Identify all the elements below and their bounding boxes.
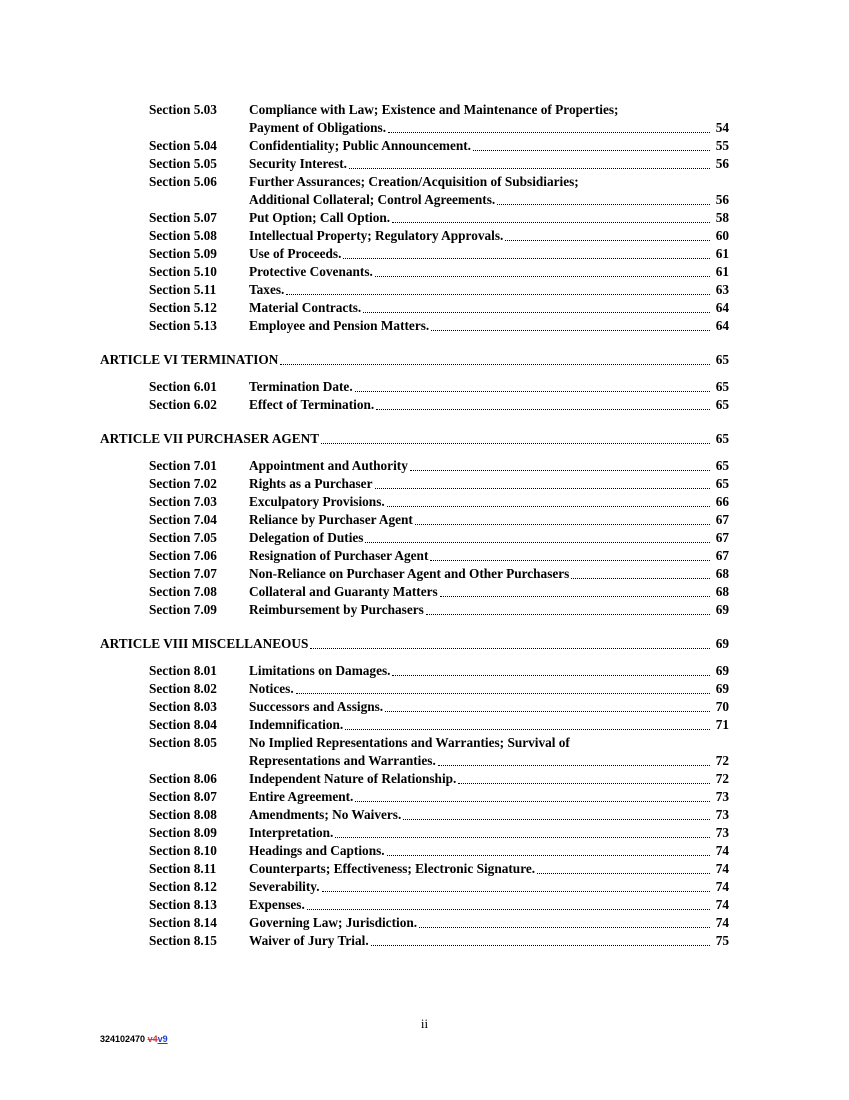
toc-entry [0,209,849,227]
section-title: Resignation of Purchaser Agent [249,548,429,563]
toc-entry [0,565,849,583]
section-title-line1: Further Assurances; Creation/Acquisition of Subsidiaries; [249,174,579,189]
section-number: Section 8.04 [149,717,217,732]
document-id [100,1034,168,1044]
section-number: Section 5.06 [149,174,217,189]
toc-entry [0,155,849,173]
section-title: Notices. [249,681,294,696]
section-title: Non-Reliance on Purchaser Agent and Other Purchasers [249,566,570,581]
page-ref: 74 [715,915,729,930]
section-title: Limitations on Damages. [249,663,391,678]
toc-entry [0,680,849,698]
page-ref: 71 [715,717,729,732]
dot-leader [307,908,710,910]
toc-entry [0,245,849,263]
dot-leader [322,890,710,892]
toc-entry [0,227,849,245]
section-title: Counterparts; Effectiveness; Electronic Signature. [249,861,536,876]
section-number: Section 8.10 [149,843,217,858]
page-ref: 55 [715,138,729,153]
section-number: Section 7.04 [149,512,217,527]
section-title: Appointment and Authority [249,458,408,473]
section-title: Waiver of Jury Trial. [249,933,369,948]
page-ref: 64 [715,300,729,315]
section-title: Payment of Obligations. [249,120,387,135]
toc-entry [0,457,849,475]
page-ref: 54 [715,120,729,135]
section-title: Indemnification. [249,717,344,732]
dot-leader [392,221,710,223]
section-title: Protective Covenants. [249,264,373,279]
toc-entry [0,317,849,335]
toc-entry [0,662,849,680]
dot-leader [415,523,710,525]
dot-leader [431,329,710,331]
section-number: Section 5.09 [149,246,217,261]
page-ref: 67 [715,512,729,527]
toc-entry [0,378,849,396]
toc-group-article-5 [0,101,849,335]
page-ref: 65 [715,397,729,412]
section-title: Effect of Termination. [249,397,375,412]
dot-leader [321,442,710,444]
dot-leader [375,275,710,277]
section-number: Section 7.07 [149,566,217,581]
section-title: Rights as a Purchaser [249,476,373,491]
section-number: Section 8.01 [149,663,217,678]
toc-entry [0,529,849,547]
section-title: Successors and Assigns. [249,699,384,714]
toc-entry [0,716,849,734]
section-number: Section 7.01 [149,458,217,473]
section-title: Additional Collateral; Control Agreements. [249,192,496,207]
toc-entry [0,896,849,914]
toc-entry [0,299,849,317]
dot-leader [296,692,710,694]
page-ref: 69 [715,681,729,696]
section-title: Interpretation. [249,825,334,840]
toc-entry [0,263,849,281]
toc-entry [0,788,849,806]
page-ref: 73 [715,825,729,840]
section-number: Section 7.02 [149,476,217,491]
toc-entry [0,824,849,842]
page-ref: 72 [715,753,729,768]
dot-leader [371,944,710,946]
section-number: Section 8.13 [149,897,217,912]
section-number: Section 8.02 [149,681,217,696]
version-deleted: v4 [147,1034,158,1044]
page-ref: 56 [715,156,729,171]
toc-entry [0,583,849,601]
toc-entry [0,475,849,493]
section-number: Section 7.05 [149,530,217,545]
toc-group-article-6 [0,378,849,414]
section-number: Section 5.08 [149,228,217,243]
toc-article-8 [0,635,849,653]
section-title: Confidentiality; Public Announcement. [249,138,472,153]
page-ref: 74 [715,879,729,894]
toc-entry [0,878,849,896]
document-number: 324102470 [100,1034,146,1044]
section-number: Section 6.01 [149,379,217,394]
page-ref: 74 [715,861,729,876]
section-number: Section 5.05 [149,156,217,171]
toc-article-6 [0,351,849,369]
page-number: ii [420,1016,429,1031]
section-title: Governing Law; Jurisdiction. [249,915,418,930]
page-ref: 61 [715,264,729,279]
dot-leader [392,674,710,676]
page-ref: 68 [715,584,729,599]
section-title: Reliance by Purchaser Agent [249,512,413,527]
page-ref: 73 [715,807,729,822]
section-title: Amendments; No Waivers. [249,807,402,822]
section-number: Section 8.11 [149,861,217,876]
dot-leader [363,311,710,313]
dot-leader [426,613,710,615]
dot-leader [345,728,710,730]
page-ref: 64 [715,318,729,333]
page-ref: 74 [715,843,729,858]
article-title: ARTICLE VIII MISCELLANEOUS [100,636,309,651]
dot-leader [335,836,710,838]
section-number: Section 8.06 [149,771,217,786]
dot-leader [387,854,710,856]
section-title: Collateral and Guaranty Matters [249,584,438,599]
page-ref: 65 [715,431,729,446]
toc-entry [0,860,849,878]
section-title: Use of Proceeds. [249,246,342,261]
section-number: Section 7.03 [149,494,217,509]
section-number: Section 5.03 [149,102,217,117]
page-ref: 66 [715,494,729,509]
dot-leader [365,541,710,543]
section-title: Taxes. [249,282,285,297]
dot-leader [403,818,710,820]
page-ref: 56 [715,192,729,207]
section-title: Material Contracts. [249,300,362,315]
toc-entry [0,101,849,137]
section-title-line1: Compliance with Law; Existence and Maintenance of Properties; [249,102,619,117]
dot-leader [343,257,710,259]
dot-leader [410,469,710,471]
section-title: Reimbursement by Purchasers [249,602,424,617]
section-number: Section 8.14 [149,915,217,930]
section-title: Exculpatory Provisions. [249,494,385,509]
section-number: Section 6.02 [149,397,217,412]
toc-group-article-8 [0,662,849,950]
page-ref: 67 [715,530,729,545]
toc-entry [0,770,849,788]
article-title: ARTICLE VII PURCHASER AGENT [100,431,320,446]
dot-leader [505,239,710,241]
toc-group-article-7 [0,457,849,619]
dot-leader [310,647,710,649]
page-ref: 69 [715,663,729,678]
page-ref: 74 [715,897,729,912]
section-number: Section 5.07 [149,210,217,225]
section-number: Section 8.08 [149,807,217,822]
toc-entry [0,601,849,619]
section-title: Termination Date. [249,379,353,394]
toc-entry [0,493,849,511]
section-title: Delegation of Duties [249,530,364,545]
page-ref: 69 [715,636,729,651]
table-of-contents [0,101,849,950]
dot-leader [349,167,710,169]
dot-leader [286,293,710,295]
section-title: Entire Agreement. [249,789,354,804]
section-title: Representations and Warranties. [249,753,436,768]
section-number: Section 8.05 [149,735,217,750]
section-title: Intellectual Property; Regulatory Approvals. [249,228,504,243]
dot-leader [571,577,710,579]
dot-leader [355,390,710,392]
dot-leader [440,595,710,597]
section-title: Headings and Captions. [249,843,385,858]
dot-leader [438,764,710,766]
section-title: Expenses. [249,897,305,912]
dot-leader [355,800,710,802]
dot-leader [385,710,710,712]
page-ref: 67 [715,548,729,563]
section-title: Severability. [249,879,320,894]
dot-leader [375,487,711,489]
toc-entry [0,932,849,950]
version-inserted: v9 [157,1034,168,1044]
toc-entry [0,698,849,716]
dot-leader [376,408,710,410]
toc-article-7 [0,430,849,448]
page-ref: 69 [715,602,729,617]
page-ref: 70 [715,699,729,714]
section-title-line1: No Implied Representations and Warranties; Survival of [249,735,570,750]
section-number: Section 8.03 [149,699,217,714]
section-title: Independent Nature of Relationship. [249,771,457,786]
dot-leader [387,505,710,507]
page-ref: 61 [715,246,729,261]
dot-leader [419,926,710,928]
article-title: ARTICLE VI TERMINATION [100,352,279,367]
page-ref: 65 [715,458,729,473]
section-title: Security Interest. [249,156,347,171]
section-number: Section 8.07 [149,789,217,804]
section-number: Section 5.12 [149,300,217,315]
toc-entry [0,914,849,932]
page-ref: 75 [715,933,729,948]
page-ref: 73 [715,789,729,804]
dot-leader [458,782,710,784]
page-ref: 72 [715,771,729,786]
dot-leader [473,149,710,151]
dot-leader [430,559,710,561]
toc-entry [0,734,849,770]
page-ref: 65 [715,379,729,394]
section-number: Section 5.11 [149,282,217,297]
page-ref: 63 [715,282,729,297]
page-ref: 58 [715,210,729,225]
toc-entry [0,281,849,299]
section-number: Section 7.08 [149,584,217,599]
section-number: Section 5.10 [149,264,217,279]
dot-leader [280,363,710,365]
page-ref: 65 [715,352,729,367]
toc-entry [0,396,849,414]
toc-entry [0,137,849,155]
page-ref: 68 [715,566,729,581]
section-number: Section 7.06 [149,548,217,563]
section-title: Put Option; Call Option. [249,210,391,225]
toc-entry [0,173,849,209]
section-number: Section 5.04 [149,138,217,153]
toc-entry [0,511,849,529]
dot-leader [537,872,710,874]
section-number: Section 8.15 [149,933,217,948]
section-number: Section 5.13 [149,318,217,333]
dot-leader [497,203,710,205]
section-title: Employee and Pension Matters. [249,318,430,333]
dot-leader [388,131,710,133]
page-ref: 65 [715,476,729,491]
toc-entry [0,842,849,860]
page-ref: 60 [715,228,729,243]
section-number: Section 8.12 [149,879,217,894]
section-number: Section 8.09 [149,825,217,840]
toc-entry [0,806,849,824]
toc-entry [0,547,849,565]
section-number: Section 7.09 [149,602,217,617]
